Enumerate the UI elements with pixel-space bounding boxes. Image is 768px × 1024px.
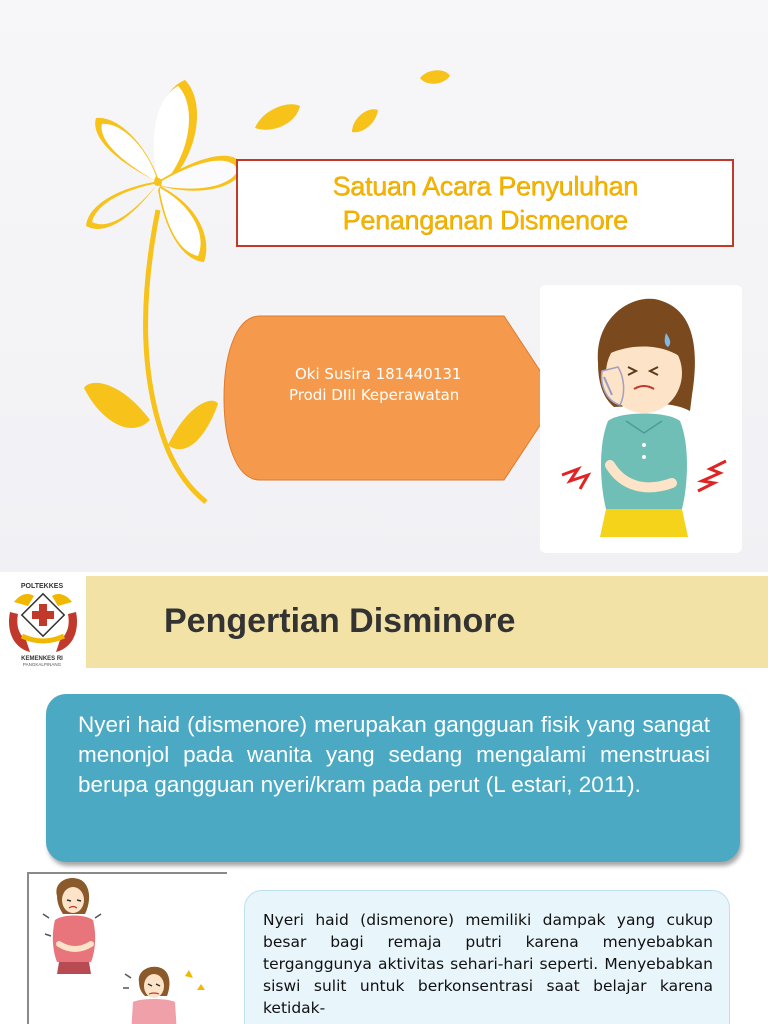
definition-box: [46, 694, 740, 862]
women-in-pain-illustrations: [29, 874, 229, 1024]
header-band: [86, 576, 768, 668]
impact-box: [244, 890, 730, 1024]
slide-title: Pengertian Disminore: [164, 602, 516, 640]
pain-illustrations-frame: [27, 872, 227, 1024]
title-box: [236, 159, 734, 247]
girl-with-stomach-pain-illustration: [540, 285, 742, 553]
definition-text: Nyeri haid (dismenore) merupakan gangguan fisik yang sangat menonjol pada wanita yang sedang mengalami menstruasi berupa gangguan nyeri/kram pada perut (L estari, 2011).: [78, 712, 710, 797]
poltekkes-emblem: [0, 572, 86, 668]
definition-slide: [0, 572, 768, 1024]
title-line-1: Satuan Acara Penyuluhan: [332, 171, 638, 201]
title-line-2: Penanganan Dismenore: [342, 205, 628, 235]
impact-text: Nyeri haid (dismenore) memiliki dampak yang cukup besar bagi remaja putri karena menyebabkan terganggunya aktivitas sehari-hari seperti. Menyebabkan siswi sulit untuk berkonsentrasi saat belajar karena ketidak-: [263, 911, 713, 1017]
logo-top-text: POLTEKKES: [20, 583, 64, 590]
logo-city-text: PANGKALPINANG: [22, 662, 62, 667]
author-name-id: Oki Susira 181440131: [295, 365, 462, 383]
logo-bottom-text: KEMENKES RI: [21, 656, 63, 662]
author-info: [289, 364, 461, 406]
poltekkes-logo: [0, 572, 86, 668]
author-program: Prodi DIII Keperawatan: [289, 386, 460, 404]
illustration-card: [540, 285, 742, 553]
